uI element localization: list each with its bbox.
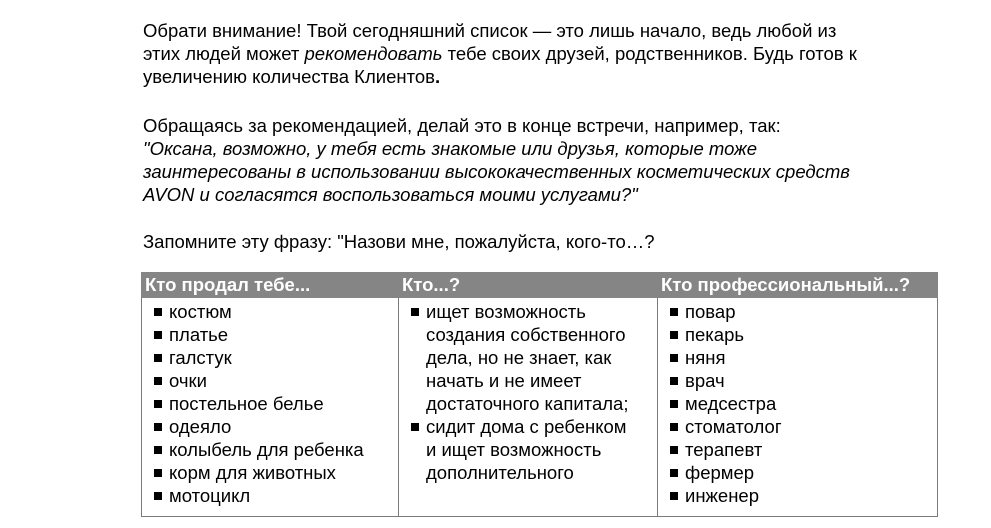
square-bullet-icon xyxy=(670,354,678,362)
product-label: галстук xyxy=(169,347,232,368)
profession-label: повар xyxy=(685,301,736,322)
product-item xyxy=(154,300,398,323)
person-text-line: ищет возможность xyxy=(426,301,586,322)
square-bullet-icon xyxy=(670,423,678,431)
product-item xyxy=(154,438,398,461)
header-who-sold: Кто продал тебе... xyxy=(142,273,399,298)
square-bullet-icon xyxy=(154,423,162,431)
square-bullet-icon xyxy=(154,492,162,500)
intro-line-3-text: увеличению количества Клиентов xyxy=(143,66,435,87)
person-text-line: дела, но не знает, как xyxy=(426,347,612,368)
profession-item xyxy=(670,300,937,323)
column-products xyxy=(142,298,399,517)
square-bullet-icon xyxy=(154,354,162,362)
profession-item xyxy=(670,392,937,415)
intro-emphasis: рекомендовать xyxy=(304,43,443,64)
product-item xyxy=(154,346,398,369)
quote-line-3: AVON и согласятся воспользоваться моими услугами?" xyxy=(143,184,638,205)
square-bullet-icon xyxy=(154,400,162,408)
product-item xyxy=(154,392,398,415)
intro-line-2-end: тебе своих друзей, родственников. Будь готов к xyxy=(442,43,857,64)
square-bullet-icon xyxy=(670,308,678,316)
profession-label: няня xyxy=(685,347,726,368)
memo-text: Запомните эту фразу: "Назови мне, пожалуйста, кого-то…? xyxy=(143,231,655,252)
profession-item xyxy=(670,415,937,438)
profession-label: медсестра xyxy=(685,393,777,414)
profession-item xyxy=(670,484,937,507)
header-who: Кто...? xyxy=(399,273,658,298)
square-bullet-icon xyxy=(154,308,162,316)
profession-label: стоматолог xyxy=(685,416,782,437)
profession-label: инженер xyxy=(685,485,760,506)
square-bullet-icon xyxy=(411,308,419,316)
profession-label: фермер xyxy=(685,462,755,483)
person-item xyxy=(411,415,657,484)
product-label: костюм xyxy=(169,301,232,322)
square-bullet-icon xyxy=(670,331,678,339)
product-label: одеяло xyxy=(169,416,232,437)
person-text-line: и ищет возможность xyxy=(426,439,602,460)
person-text-line: сидит дома с ребенком xyxy=(426,416,627,437)
square-bullet-icon xyxy=(154,377,162,385)
profession-item xyxy=(670,461,937,484)
person-item xyxy=(411,300,657,415)
table-body-row xyxy=(142,298,938,517)
column-people xyxy=(399,298,658,517)
recommendation-lead: Обращаясь за рекомендацией, делай это в конце встречи, например, так: xyxy=(143,115,781,136)
square-bullet-icon xyxy=(154,469,162,477)
product-label: мотоцикл xyxy=(169,485,251,506)
square-bullet-icon xyxy=(670,446,678,454)
profession-label: врач xyxy=(685,370,725,391)
products-list xyxy=(154,300,398,507)
product-item xyxy=(154,461,398,484)
profession-label: терапевт xyxy=(685,439,763,460)
referral-table xyxy=(141,272,938,517)
product-label: постельное белье xyxy=(169,393,324,414)
person-text-line: дополнительного xyxy=(426,462,574,483)
product-label: колыбель для ребенка xyxy=(169,439,364,460)
people-list xyxy=(411,300,657,484)
table-header-row xyxy=(142,273,938,298)
person-text-line: создания собственного xyxy=(426,324,626,345)
square-bullet-icon xyxy=(670,492,678,500)
product-label: очки xyxy=(169,370,207,391)
product-label: корм для животных xyxy=(169,462,336,483)
square-bullet-icon xyxy=(154,331,162,339)
profession-label: пекарь xyxy=(685,324,745,345)
person-text-line: начать и не имеет xyxy=(426,370,582,391)
intro-line-2-start: этих людей может xyxy=(143,43,305,64)
product-item xyxy=(154,484,398,507)
memo-paragraph xyxy=(143,230,943,253)
square-bullet-icon xyxy=(670,377,678,385)
intro-period: . xyxy=(434,66,441,87)
profession-item xyxy=(670,369,937,392)
intro-line-3 xyxy=(143,65,943,88)
recommendation-paragraph xyxy=(143,114,943,206)
column-professions xyxy=(658,298,938,517)
square-bullet-icon xyxy=(670,469,678,477)
intro-line-2 xyxy=(143,42,943,65)
square-bullet-icon xyxy=(154,446,162,454)
square-bullet-icon xyxy=(670,400,678,408)
profession-item xyxy=(670,346,937,369)
person-text-line: достаточного капитала; xyxy=(426,393,629,414)
quote-line-1: "Оксана, возможно, у тебя есть знакомые или друзья, которые тоже xyxy=(143,138,758,159)
profession-item xyxy=(670,323,937,346)
intro-paragraph xyxy=(143,19,943,88)
square-bullet-icon xyxy=(411,423,419,431)
product-item xyxy=(154,415,398,438)
product-item xyxy=(154,369,398,392)
professions-list xyxy=(670,300,937,507)
profession-item xyxy=(670,438,937,461)
product-label: платье xyxy=(169,324,229,345)
quote-line-2: заинтересованы в использовании высококачественных косметических средств xyxy=(143,161,850,182)
intro-line-1: Обрати внимание! Твой сегодняшний список — это лишь начало, ведь любой из xyxy=(143,20,837,41)
product-item xyxy=(154,323,398,346)
header-who-professional: Кто профессиональный...? xyxy=(658,273,938,298)
